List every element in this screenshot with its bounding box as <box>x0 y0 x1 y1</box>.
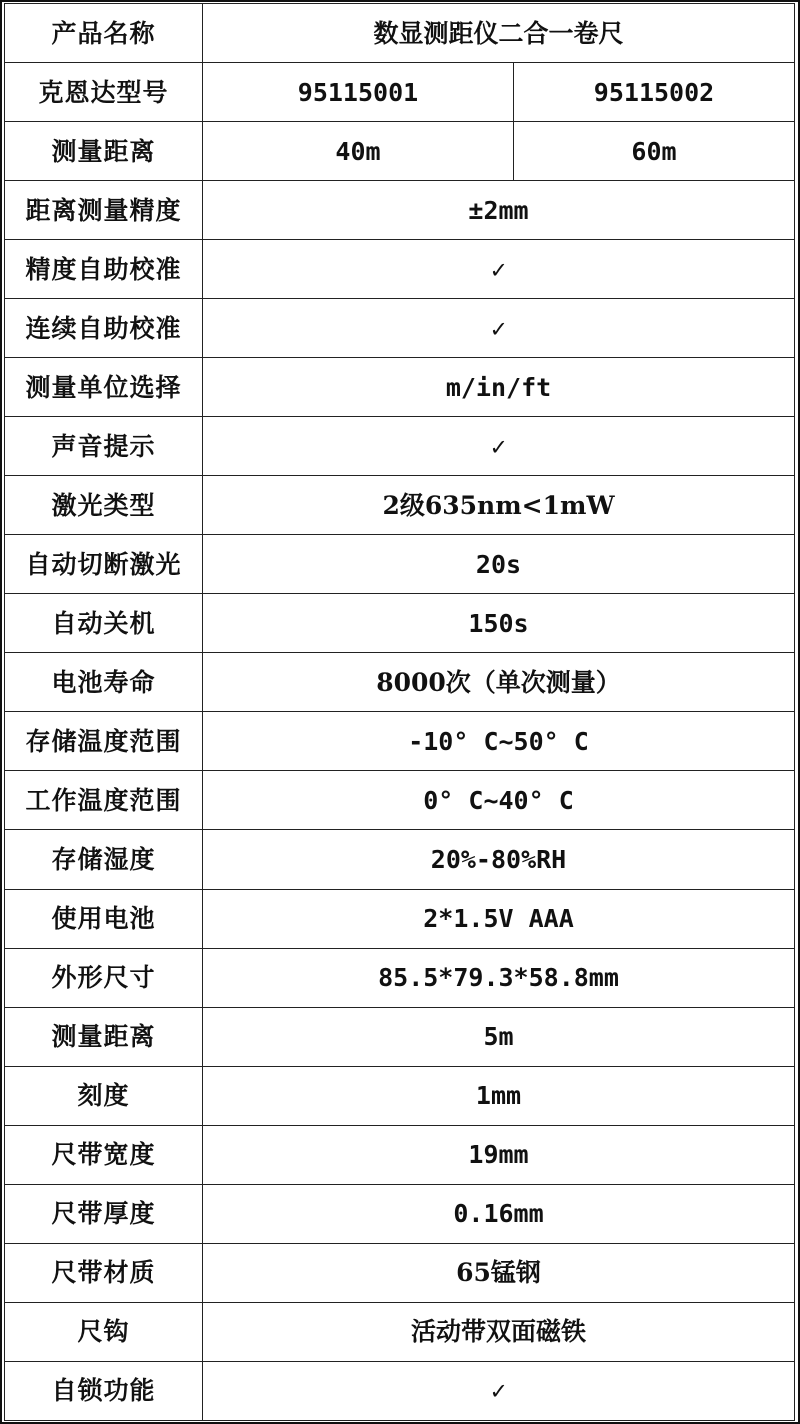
table-row-range <box>5 122 795 181</box>
row-value: 20s <box>203 535 795 594</box>
table-row <box>5 1184 795 1243</box>
row-label: 工作温度范围 <box>5 771 203 830</box>
table-row <box>5 240 795 299</box>
row-value: 20%-80%RH <box>203 830 795 889</box>
row-value: 0° C~40° C <box>203 771 795 830</box>
range-value-2: 60m <box>514 122 795 181</box>
check-icon: ✓ <box>203 299 795 358</box>
row-label: 测量单位选择 <box>5 358 203 417</box>
row-label: 产品名称 <box>5 4 203 63</box>
row-label: 连续自助校准 <box>5 299 203 358</box>
table-row <box>5 1125 795 1184</box>
table-row <box>5 771 795 830</box>
row-label: 克恩达型号 <box>5 63 203 122</box>
row-value: ±2mm <box>203 181 795 240</box>
row-value: 2*1.5V AAA <box>203 889 795 948</box>
row-label: 刻度 <box>5 1066 203 1125</box>
table-row <box>5 535 795 594</box>
row-label: 自锁功能 <box>5 1361 203 1420</box>
table-row <box>5 181 795 240</box>
model-value-2: 95115002 <box>514 63 795 122</box>
row-value: m/in/ft <box>203 358 795 417</box>
row-label: 电池寿命 <box>5 653 203 712</box>
table-row <box>5 1361 795 1420</box>
row-label: 尺带厚度 <box>5 1184 203 1243</box>
row-value: 19mm <box>203 1125 795 1184</box>
row-value: 85.5*79.3*58.8mm <box>203 948 795 1007</box>
check-icon: ✓ <box>203 240 795 299</box>
row-value: 活动带双面磁铁 <box>203 1302 795 1361</box>
range-value-1: 40m <box>203 122 514 181</box>
row-value: 5m <box>203 1007 795 1066</box>
table-row <box>5 299 795 358</box>
table-row <box>5 476 795 535</box>
table-row <box>5 1066 795 1125</box>
table-row <box>5 1007 795 1066</box>
row-value: 0.16mm <box>203 1184 795 1243</box>
row-value: 8000次（单次测量） <box>203 653 795 712</box>
row-value: 1mm <box>203 1066 795 1125</box>
table-row <box>5 417 795 476</box>
product-spec-table <box>4 3 795 1421</box>
row-value: 2级635nm<1mW <box>203 476 795 535</box>
table-row <box>5 594 795 653</box>
row-label: 存储湿度 <box>5 830 203 889</box>
table-row <box>5 712 795 771</box>
table-row <box>5 1302 795 1361</box>
row-value: -10° C~50° C <box>203 712 795 771</box>
row-value: 150s <box>203 594 795 653</box>
check-icon: ✓ <box>203 417 795 476</box>
row-label: 声音提示 <box>5 417 203 476</box>
row-label: 尺钩 <box>5 1302 203 1361</box>
check-icon: ✓ <box>203 1361 795 1420</box>
row-label: 精度自助校准 <box>5 240 203 299</box>
row-label: 距离测量精度 <box>5 181 203 240</box>
row-label: 存储温度范围 <box>5 712 203 771</box>
table-row <box>5 889 795 948</box>
row-label: 尺带宽度 <box>5 1125 203 1184</box>
table-row <box>5 653 795 712</box>
row-label: 自动关机 <box>5 594 203 653</box>
row-value: 65锰钢 <box>203 1243 795 1302</box>
row-label: 尺带材质 <box>5 1243 203 1302</box>
row-label: 测量距离 <box>5 122 203 181</box>
row-label: 测量距离 <box>5 1007 203 1066</box>
spec-rows <box>5 181 795 1421</box>
row-label: 自动切断激光 <box>5 535 203 594</box>
row-value: 数显测距仪二合一卷尺 <box>203 4 795 63</box>
table-row-model <box>5 63 795 122</box>
row-label: 使用电池 <box>5 889 203 948</box>
table-row-product-name <box>5 4 795 63</box>
row-label: 激光类型 <box>5 476 203 535</box>
table-row <box>5 1243 795 1302</box>
model-value-1: 95115001 <box>203 63 514 122</box>
table-row <box>5 948 795 1007</box>
table-row <box>5 358 795 417</box>
table-row <box>5 830 795 889</box>
row-label: 外形尺寸 <box>5 948 203 1007</box>
